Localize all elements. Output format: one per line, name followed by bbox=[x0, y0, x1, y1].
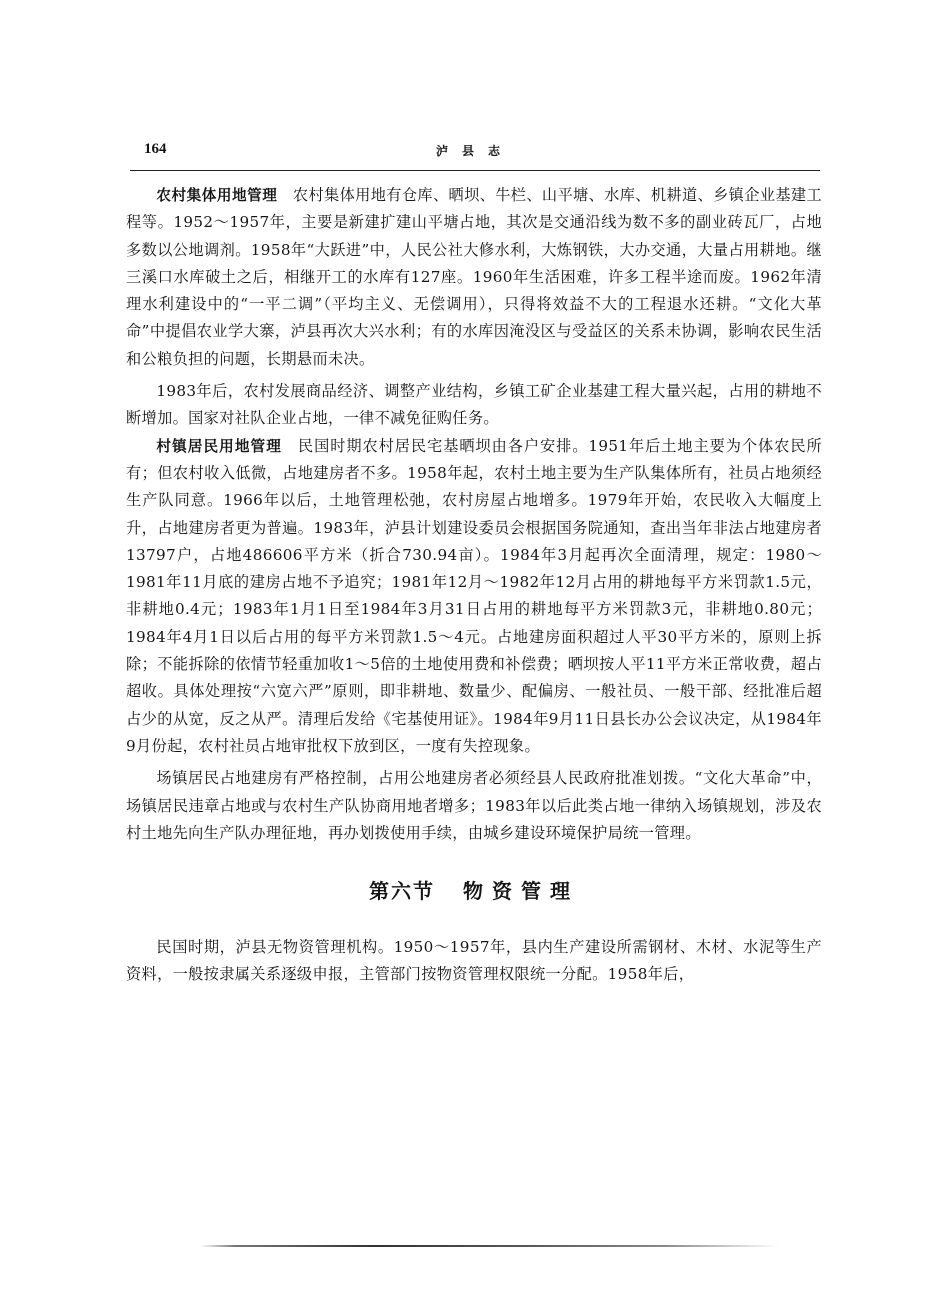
subheading-village-residential-land: 村镇居民用地管理 bbox=[156, 437, 282, 455]
paragraph-rural-collective-land bbox=[126, 182, 822, 373]
paragraph-materials-management: 民国时期，泸县无物资管理机构。1950～1957年，县内生产建设所需钢材、木材、水泥等生产资料，一般按隶属关系逐级申报，主管部门按物资管理权限统一分配。1958年后， bbox=[126, 938, 822, 984]
book-title: 泸县志 bbox=[435, 144, 514, 158]
body-text bbox=[126, 182, 822, 989]
section-number: 第六节 bbox=[369, 879, 435, 904]
section-title bbox=[126, 875, 822, 904]
running-header bbox=[130, 136, 820, 171]
scan-edge-line bbox=[200, 1245, 780, 1247]
paragraph-village-residential-land bbox=[126, 433, 822, 761]
paragraph-text: 农村集体用地有仓库、晒坝、牛栏、山平塘、水库、机耕道、乡镇企业基建工程等。1952～1957年，主要是新建扩建山平塘占地，其次是交通沿线为数不多的副业砖瓦厂，占地多数以公地调剂。1958年“大跃进”中，人民公社大修水利，大炼钢铁，大办交通，大量占用耕地。继三溪口水库破土之后，相继开工的水库有127座。1960年生活困难，许多工程半途而废。1962年清理水利建设中的“一平二调”（平均主义、无偿调用），只得将效益不大的工程退水还耕。“文化大革命”中提倡农业学大寨，泸县再次大兴水利；有的水库因淹没区与受益区的关系未协调，影响农民生活和公粮负担的问题，长期悬而未决。 bbox=[126, 186, 822, 368]
page-number: 164 bbox=[144, 141, 167, 157]
paragraph-town-residents-land: 场镇居民占地建房有严格控制，占用公地建房者必须经县人民政府批准划拨。“文化大革命”中，场镇居民违章占地或与农村生产队协商用地者增多；1983年以后此类占地一律纳入场镇规划，涉及农村土地先向生产队办理征地，再办划拨使用手续，由城乡建设环境保护局统一管理。 bbox=[126, 769, 822, 842]
paragraph-1983-township-enterprises: 1983年后，农村发展商品经济、调整产业结构，乡镇工矿企业基建工程大量兴起，占用的耕地不断增加。国家对社队企业占地，一律不减免征购任务。 bbox=[126, 382, 822, 428]
section-name: 物资管理 bbox=[463, 879, 579, 904]
paragraph-text: 民国时期农村居民宅基晒坝由各户安排。1951年后土地主要为个体农民所有；但农村收入低微，占地建房者不多。1958年起，农村土地主要为生产队集体所有，社员占地须经生产队同意。1966年以后，土地管理松弛，农村房屋占地增多。1979年开始，农民收入大幅度上升，占地建房者更为普遍。1983年，泸县计划建设委员会根据国务院通知，查出当年非法占地建房者13797户，占地486606平方米（折合730.94亩）。1984年3月起再次全面清理，规定：1980～1981年11月底的建房占地不予追究；1981年12月～1982年12月占用的耕地每平方米罚款1.5元，非耕地0.4元；1983年1月1日至1984年3月31日占用的耕地每平方米罚款3元，非耕地0.80元；1984年4月1日以后占用的每平方米罚款1.5～4元。占地建房面积超过人平30平方米的，原则上拆除；不能拆除的依情节轻重加收1～5倍的土地使用费和补偿费；晒坝按人平11平方米正常收费，超占超收。具体处理按“六宽六严”原则，即非耕地、数量少、配偏房、一般社员、一般干部、经批准后超占少的从宽，反之从严。清理后发给《宅基使用证》。1984年9月11日县长办公会议决定，从1984年9月份起，农村社员占地审批权下放到区，一度有失控现象。 bbox=[126, 436, 822, 755]
subheading-rural-collective-land: 农村集体用地管理 bbox=[156, 187, 278, 204]
